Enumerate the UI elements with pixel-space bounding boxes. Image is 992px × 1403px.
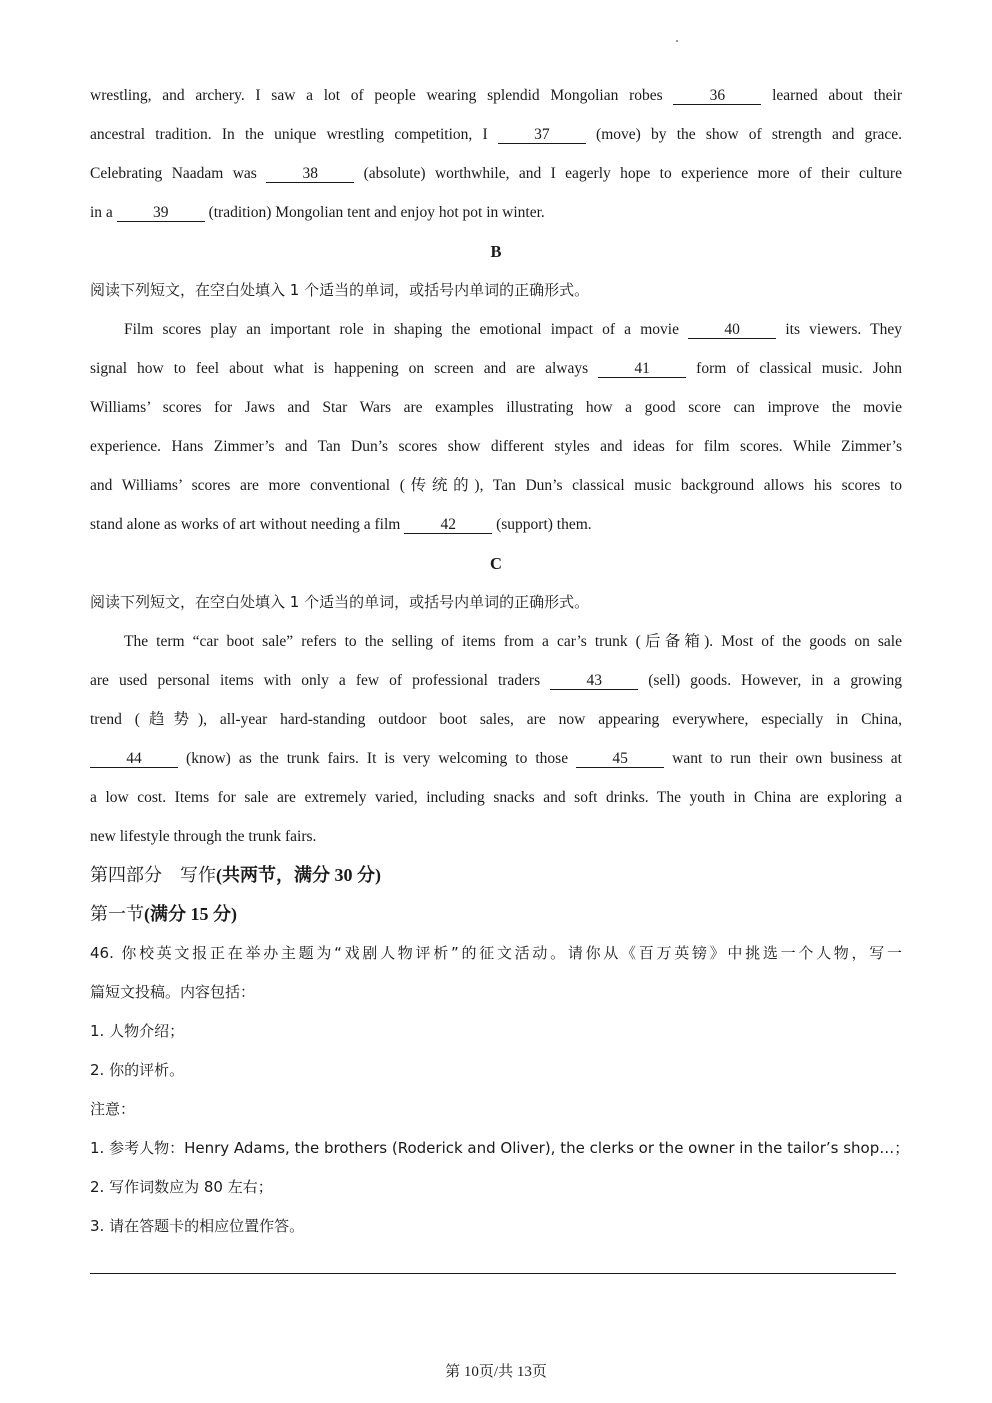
task-46-line-2: 篇短文投稿。内容包括： [90, 983, 256, 1001]
section-c-label: C [490, 554, 502, 573]
note-item-2: 2. 写作词数应为 80 左右； [90, 1178, 273, 1196]
section-c-instruction: 阅读下列短文，在空白处填入 1 个适当的单词，或括号内单词的正确形式。 [90, 593, 590, 611]
part-four-heading: 第四部分 写作(共两节，满分 30 分) [90, 865, 381, 886]
blank-41[interactable]: 41 [598, 360, 686, 378]
para-b-line-6: stand alone as works of art without needing a film 42 (support) them. [90, 516, 592, 533]
section-b-instruction: 阅读下列短文，在空白处填入 1 个适当的单词，或括号内单词的正确形式。 [90, 281, 590, 299]
para-c-line-1: The term “car boot sale” refers to the selling of items from a car’s trunk (后备箱). Most of the goods on sale [124, 633, 902, 650]
blank-42[interactable]: 42 [404, 516, 492, 534]
blank-36[interactable]: 36 [673, 87, 761, 105]
para-a-line-4: in a 39 (tradition) Mongolian tent and enjoy hot pot in winter. [90, 204, 545, 221]
blank-45[interactable]: 45 [576, 750, 664, 768]
para-b-line-3: Williams’ scores for Jaws and Star Wars are examples illustrating how a good score can improve the movie [90, 399, 902, 416]
para-c-line-4: 44 (know) as the trunk fairs. It is very welcoming to those 45 want to run their own business at [90, 739, 902, 778]
para-a-line-3: Celebrating Naadam was 38 (absolute) worthwhile, and I eagerly hope to experience more of their culture [90, 165, 902, 182]
para-b-line-2: signal how to feel about what is happening on screen and are always 41 form of classical music. John [90, 360, 902, 377]
answer-line [90, 1273, 896, 1274]
blank-44[interactable]: 44 [90, 750, 178, 768]
para-a-line-2: ancestral tradition. In the unique wrestling competition, I 37 (move) by the show of strength and grace. [90, 126, 902, 143]
scan-dot [676, 40, 678, 42]
para-c-line-2: are used personal items with only a few of professional traders 43 (sell) goods. However, in a growing [90, 672, 902, 689]
para-c-line-3: trend (趋势), all-year hard-standing outdoor boot sales, are now appearing everywhere, especially in China, [90, 711, 902, 728]
para-c-line-5: a low cost. Items for sale are extremely varied, including snacks and soft drinks. The youth in China are exploring a [90, 789, 902, 806]
para-c-line-6: new lifestyle through the trunk fairs. [90, 828, 317, 845]
content-item-2: 2. 你的评析。 [90, 1061, 185, 1079]
note-label: 注意： [90, 1100, 136, 1118]
blank-39[interactable]: 39 [117, 204, 205, 222]
para-b-line-1: Film scores play an important role in shaping the emotional impact of a movie 40 its viewers. They [124, 321, 902, 338]
section-one-heading: 第一节(满分 15 分) [90, 904, 237, 925]
note-item-1: 1. 参考人物：Henry Adams, the brothers (Roderick and Oliver), the clerks or the owner in the tailor’s shop…； [90, 1139, 910, 1157]
para-b-line-5: and Williams’ scores are more conventional (传统的), Tan Dun’s classical music background allows his scores to [90, 477, 902, 494]
content-item-1: 1. 人物介绍； [90, 1022, 185, 1040]
document-page [90, 76, 910, 1246]
task-46-line-1: 46. 你校英文报正在举办主题为“戏剧人物评析”的征文活动。请你从《百万英镑》中挑选一个人物，写一 [90, 944, 902, 962]
blank-40[interactable]: 40 [688, 321, 776, 339]
para-a-line-1: wrestling, and archery. I saw a lot of people wearing splendid Mongolian robes 36 learned about their [90, 87, 902, 104]
section-b-label: B [490, 242, 502, 261]
blank-43[interactable]: 43 [550, 672, 638, 690]
blank-37[interactable]: 37 [498, 126, 586, 144]
note-item-3: 3. 请在答题卡的相应位置作答。 [90, 1217, 305, 1235]
blank-38[interactable]: 38 [266, 165, 354, 183]
para-b-line-4: experience. Hans Zimmer’s and Tan Dun’s scores show different styles and ideas for film scores. While Zimmer’s [90, 438, 902, 455]
page-footer: 第 10页/共 13页 [445, 1364, 547, 1380]
